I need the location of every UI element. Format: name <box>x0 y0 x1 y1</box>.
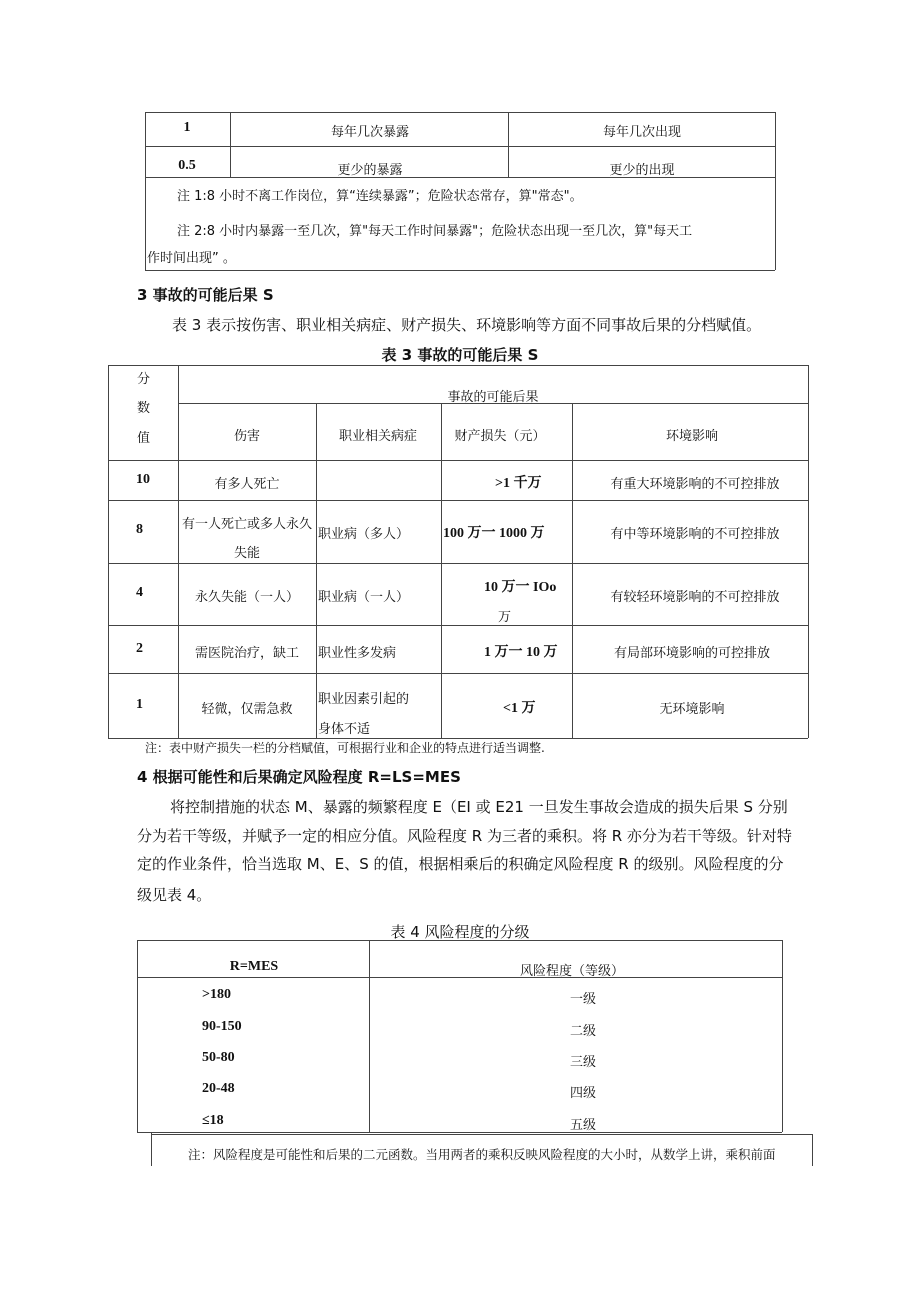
column-header: 环境影响 <box>665 429 719 444</box>
loss-cell: >1 千万 <box>495 476 542 491</box>
score-cell: 8 <box>136 522 143 537</box>
env-cell: 有重大环境影响的不可控排放 <box>610 477 780 492</box>
score-cell: 1 <box>136 697 143 712</box>
score-header: 值 <box>137 431 151 446</box>
env-cell: 无环境影响 <box>659 702 725 717</box>
loss-cell: 1 万一 10 万 <box>484 645 558 660</box>
group-header: 事故的可能后果 <box>447 390 539 405</box>
level-cell: 一级 <box>569 992 597 1007</box>
disease-cell: 身体不适 <box>318 722 371 737</box>
hazard-cell: 更少的出现 <box>609 163 675 178</box>
exposure-cell: 更少的暴露 <box>337 163 403 178</box>
disease-cell: 职业性多发病 <box>318 646 397 661</box>
column-header: 财产损失（元） <box>454 429 546 444</box>
range-cell: 50-80 <box>202 1050 235 1065</box>
column-header: R=MES <box>229 959 279 974</box>
score-cell: 4 <box>136 585 143 600</box>
env-cell: 有较轻环境影响的不可控排放 <box>610 590 780 605</box>
score-cell: 1 <box>183 120 191 135</box>
range-cell: 20-48 <box>202 1081 235 1096</box>
level-cell: 二级 <box>569 1024 597 1039</box>
range-cell: >180 <box>202 987 231 1002</box>
section-4-line: 级见表 4。 <box>137 886 212 904</box>
note-1: 注 1:8 小时不离工作岗位，算“连续暴露”；危险状态常存，算"常态"。 <box>177 189 583 204</box>
disease-cell: 职业因素引起的 <box>318 692 410 707</box>
env-cell: 有中等环境影响的不可控排放 <box>610 527 780 542</box>
injury-cell: 有多人死亡 <box>214 477 280 492</box>
exposure-cell: 每年几次暴露 <box>330 125 410 140</box>
injury-cell: 轻微，仅需急救 <box>201 702 293 717</box>
env-cell: 有局部环境影响的可控排放 <box>613 646 771 661</box>
range-cell: ≤18 <box>202 1113 224 1128</box>
column-header: 职业相关病症 <box>338 429 418 444</box>
range-cell: 90-150 <box>202 1019 242 1034</box>
level-cell: 三级 <box>569 1055 597 1070</box>
score-cell: 2 <box>136 641 143 656</box>
disease-cell: 职业病（多人） <box>318 527 410 542</box>
table-3-caption: 表 3 事故的可能后果 S <box>381 346 539 364</box>
table-3-note: 注：表中财产损失一栏的分档赋值，可根据行业和企业的特点进行适当调整. <box>145 741 545 755</box>
table-4-note: 注：风险程度是可能性和后果的二元函数。当用两者的乘积反映风险程度的大小时，从数学上讲，乘积前面 <box>188 1147 776 1162</box>
section-4-line: 分为若干等级，并赋予一定的相应分值。风险程度 R 为三者的乘积。将 R 亦分为若干等级。针对特 <box>137 827 792 845</box>
score-cell: 0.5 <box>178 158 196 173</box>
hazard-cell: 每年几次出现 <box>602 125 682 140</box>
loss-cell: 万 <box>498 610 512 625</box>
note-2: 注 2:8 小时内暴露一至几次，算"每天工作时间暴露"；危险状态出现一至几次，算"每天工 <box>177 224 693 239</box>
section-4-line: 定的作业条件，恰当选取 M、E、S 的值，根据相乘后的积确定风险程度 R 的级别。风险程度的分 <box>137 855 784 873</box>
score-cell: 10 <box>136 472 150 487</box>
level-cell: 五级 <box>569 1118 597 1133</box>
loss-cell: <1 万 <box>503 701 536 716</box>
column-header: 伤害 <box>233 429 261 444</box>
score-header: 分 <box>137 372 151 387</box>
section-3-paragraph: 表 3 表示按伤害、职业相关病症、财产损失、环境影响等方面不同事故后果的分档赋值。 <box>172 316 762 334</box>
score-header: 数 <box>137 401 151 416</box>
disease-cell: 职业病（一人） <box>318 590 410 605</box>
section-4-heading: 4 根据可能性和后果确定风险程度 R=LS=MES <box>137 768 461 786</box>
injury-cell: 失能 <box>233 546 261 561</box>
loss-cell: 100 万一 1000 万 <box>443 526 545 541</box>
table-4-caption: 表 4 风险程度的分级 <box>390 923 530 941</box>
column-header: 风险程度（等级） <box>519 964 625 979</box>
injury-cell: 永久失能（一人） <box>194 590 300 605</box>
injury-cell: 有一人死亡或多人永久 <box>181 517 313 532</box>
note-2-continued: 作时间出现” 。 <box>147 251 236 266</box>
level-cell: 四级 <box>569 1086 597 1101</box>
section-4-line: 将控制措施的状态 M、暴露的频繁程度 E（EI 或 E21 一旦发生事故会造成的损失后果 S 分别 <box>170 798 788 816</box>
loss-cell: 10 万一 IOo <box>484 580 557 595</box>
section-3-heading: 3 事故的可能后果 S <box>137 286 274 304</box>
injury-cell: 需医院治疗，缺工 <box>194 646 300 661</box>
